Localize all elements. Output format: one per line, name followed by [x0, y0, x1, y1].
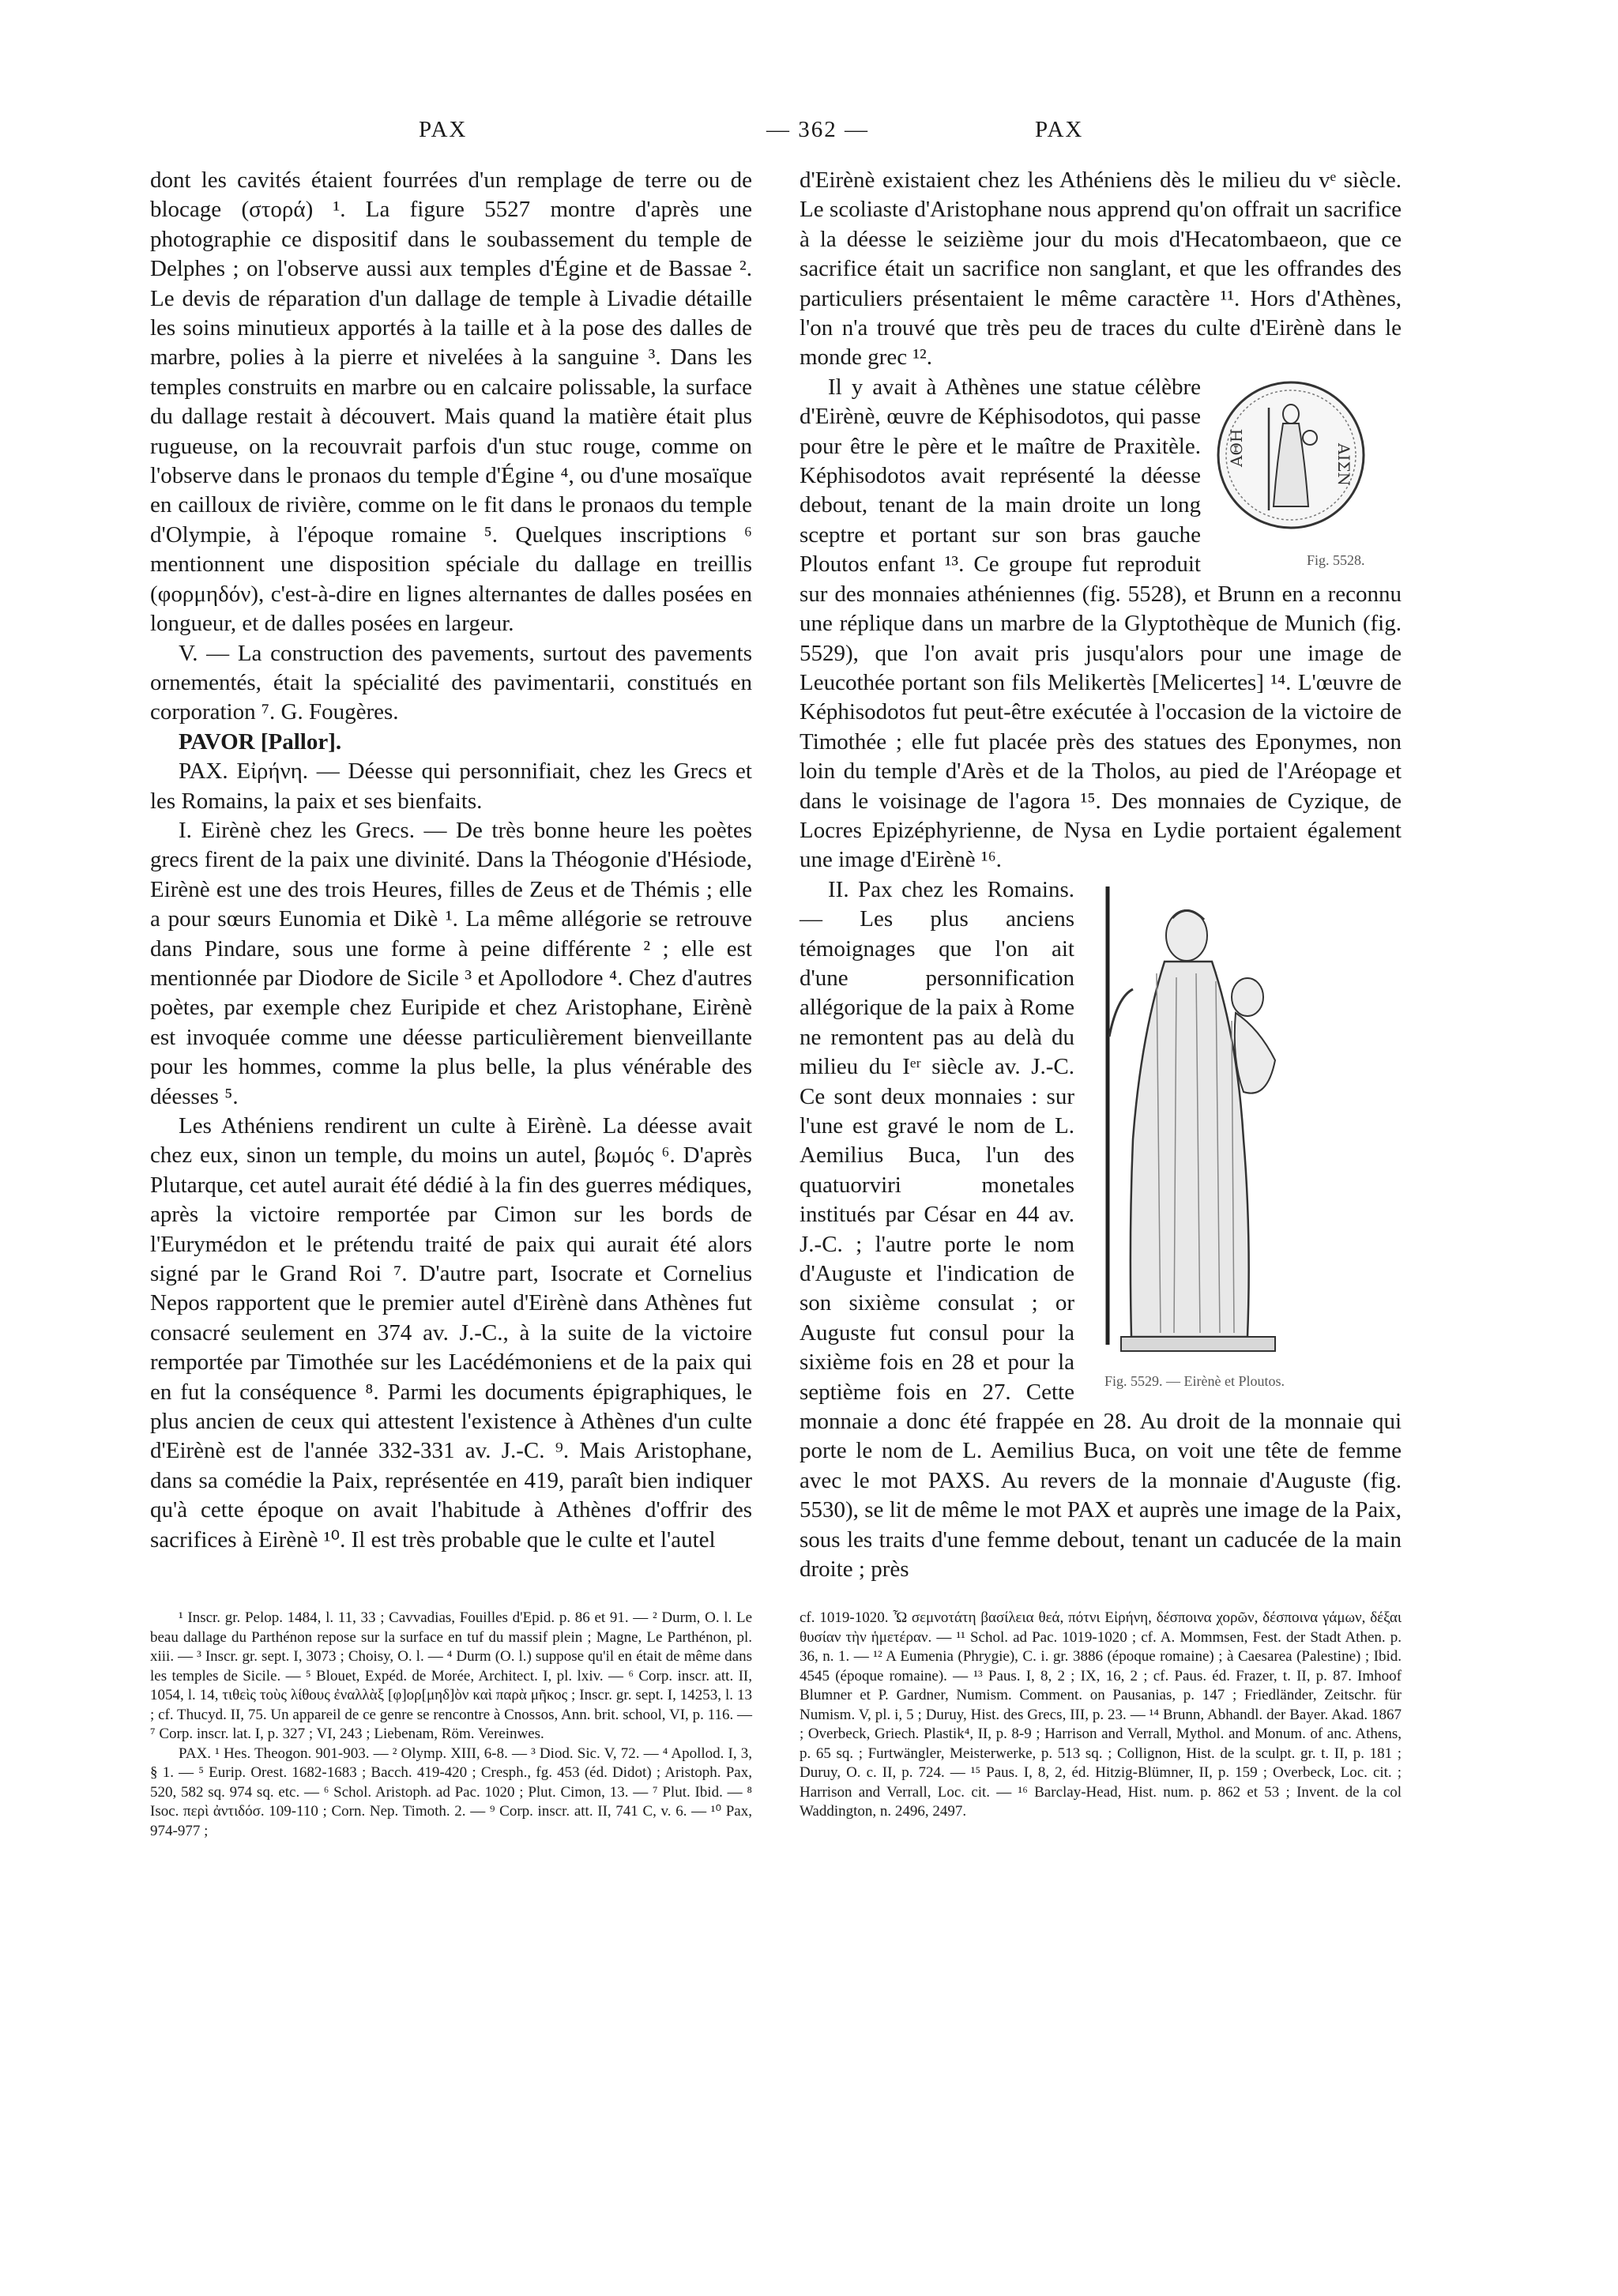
footnote-block: PAX. ¹ Hes. Theogon. 901-903. — ² Olymp. XIII, 6-8. — ³ Diod. Sic. V, 72. — ⁴ Apollod. I, 3, § 1. — ⁵ Eurip. Orest. 1682-1683 ; Bacch. 419-420 ; Cresph., fg. 453 (éd. Didot) ; Aristoph. Pax, 520, 582 sq. 974 sq. etc. — ⁶ Schol. Aristoph. ad Pac. 1020 ; Plut. Cimon, 13. — ⁷ Plut. Ibid. — ⁸ Isoc. περὶ ἀντιδόσ. 109-110 ; Corn. Nep. Timoth. 2. — ⁹ Corp. inscr. att. II, 741 C, v. 6. — ¹⁰ Pax, 974-977 ;	[150, 1745, 752, 1839]
footnotes-right	[800, 1609, 1402, 1822]
left-column	[150, 166, 752, 1555]
paragraph: V. — La construction des pavements, surtout des pavements ornementés, était la spécialité des pavimentarii, constitués en corporation ⁷. G. Fougères.	[150, 640, 752, 725]
footnote-block: ¹ Inscr. gr. Pelop. 1484, l. 11, 33 ; Cavvadias, Fouilles d'Epid. p. 86 et 91. — ² Durm, O. l. Le beau dallage du Parthénon repose sur la surface en tuf du massif plein ; Magne, Le Parthénon, pl. xiii. — ³ Inscr. gr. sept. I, 3073 ; Choisy, O. l. — ⁴ Durm (O. l.) suppose qu'il en était de même dans les temples de Sicile. — ⁵ Blouet, Expéd. de Morée, Architect. I, pl. lxiv. — ⁶ Corp. inscr. att. II, 1054, l. 14, τιθεὶς τοὺς λίθους ἐναλλὰξ [φ]ορ[μηδ]ὸν καὶ παρὰ μῆκος ; Inscr. gr. sept. I, 14253, l. 13 ; cf. Thucyd. II, 75. Un appareil de ce genre se rencontre à Cnossos, Ann. brit. school, VI, p. 116. — ⁷ Corp. inscr. lat. I, p. 327 ; VI, 243 ; Liebenam, Röm. Vereinwes.	[150, 1609, 752, 1742]
statue-figure	[1086, 879, 1402, 1392]
statue-image	[1086, 879, 1323, 1361]
footnote-block: cf. 1019-1020. Ὦ σεμνοτάτη βασίλεια θεά, πότνι Εἰρήνη, δέσποινα χορῶν, δέσποινα γάμων, δέξαι θυσίαν τὴν ἡμετέραν. — ¹¹ Schol. ad Pac. 1019-1020 ; cf. A. Mommsen, Fest. der Stadt Athen. p. 36, n. 1. — ¹² A Eumenia (Phrygie), C. i. gr. 3886 (époque romaine) ; à Caesarea (Palestine) ; Ibid. 4545 (époque romaine). — ¹³ Paus. I, 8, 2 ; IX, 16, 2 ; cf. Paus. éd. Frazer, t. II, p. 87. Imhoof Blumner et P. Gardner, Numism. Comment. on Pausanias, p. 147 ; Friedländer, Zeitschr. für Numism. V, pl. i, 5 ; Duruy, Hist. des Grecs, III, p. 23. — ¹⁴ Brunn, Abhandl. der Bayer. Akad. 1867 ; Overbeck, Griech. Plastik⁴, II, p. 8-9 ; Harrison and Verrall, Mythol. and Monum. of anc. Athens, p. 65 sq. ; Furtwängler, Meisterwerke, p. 513 sq. ; Collignon, Hist. de la sculpt. gr. t. II, p. 181 ; Duruy, O. c. II, p. 724. — ¹⁵ Paus. I, 8, 2, éd. Hitzig-Blümner, II, p. 159 ; Overbeck, Loc. cit. ; Harrison and Verrall, Loc. cit. — ¹⁶ Barclay-Head, Hist. num. p. 862 et 53 ; Invent. de la col Waddington, n. 2496, 2497.	[800, 1609, 1402, 1820]
right-column	[800, 166, 1402, 1585]
coin-figure	[1212, 376, 1402, 570]
paragraph: Les Athéniens rendirent un culte à Eirènè. La déesse avait chez eux, sinon un temple, du moins un autel, βωμός ⁶. D'après Plutarque, cet autel aurait été dédié à la fin des guerres médiques, après la victoire remportée par Cimon sur les bords de l'Eurymédon et le prétendu traité de paix qui aurait été alors signé par le Grand Roi ⁷. D'autre part, Isocrate et Cornelius Nepos rapportent que le premier autel d'Eirènè dans Athènes fut consacré seulement en 374 av. J.-C., à la suite de la victoire remportée par Timothée sur les Lacédémoniens et de la paix qui en fut la conséquence ⁸. Parmi les documents épigraphiques, le plus ancien de ceux qui attestent l'existence à Athènes d'un culte d'Eirènè est de l'année 332-331 av. J.-C. ⁹. Mais Aristophane, dans sa comédie la Paix, représentée en 419, paraît bien indiquer qu'à cette époque on avait l'habitude à Athènes d'offrir des sacrifices à Eirènè ¹⁰. Il est très probable que le culte et l'autel	[150, 1113, 752, 1553]
coin-image	[1212, 376, 1370, 534]
paragraph: I. Eirènè chez les Grecs. — De très bonne heure les poètes grecs firent de la paix une divinité. Dans la Théogonie d'Hésiode, Eirènè est une des trois Heures, filles de Zeus et de Thémis ; elle a pour sœurs Eunomia et Dikè ¹. La même allégorie se retrouve dans Pindare, sous une forme à peine différente ² ; elle est mentionnée par Diodore de Sicile ³ et Apollodore ⁴. Chez d'autres poètes, par exemple chez Euripide et chez Aristophane, Eirènè est invoquée comme une déesse particulièrement bienveillante pour les hommes, comme la plus belle, la plus vénérable des déesses ⁵.	[150, 817, 752, 1109]
entry-heading-pax: PAX. Εἰρήνη. — Déesse qui personnifiait, chez les Grecs et les Romains, la paix et ses bienfaits.	[150, 758, 752, 814]
paragraph: dont les cavités étaient fourrées d'un remplage de terre ou de blocage (στορά) ¹. La figure 5527 montre d'après une photographie ce dispositif dans le soubassement du temple de Delphes ; on l'observe aussi aux temples d'Égine et de Bassae ². Le devis de réparation d'un dallage de temple à Livadie détaille les soins minutieux apportés à la taille et à la pose des dalles de marbre, polies à la pierre et nivelées à la sanguine ³. Dans les temples construits en marbre ou en calcaire polissable, la surface du dallage restait à découvert. Mais quand la matière était plus rugueuse, on la recouvrait parfois d'un stuc rouge, comme on l'observe dans le pronaos du temple d'Égine ⁴, ou d'une mosaïque en cailloux de rivière, comme on le fit dans le pronaos du temple d'Olympie, à l'époque romaine ⁵. Quelques inscriptions ⁶ mentionnent une disposition spéciale du dallage en treillis (φορμηδόν), c'est-à-dire en lignes alternantes de dalles posées en longueur, et de dalles posées en largeur.	[150, 167, 752, 637]
footnotes-left	[150, 1609, 752, 1841]
header-right: PAX	[1035, 117, 1084, 142]
header-left: PAX	[419, 117, 468, 142]
running-header	[150, 117, 1454, 156]
coin-legend-right: ΑΙΣΝ	[1334, 442, 1353, 486]
paragraph: II. Pax chez les Romains. — Les plus anciens témoignages que l'on ait d'une personnification allégorique de la paix à Rome ne remontent pas au delà du milieu du Iᵉʳ siècle av. J.-C. Ce sont deux monnaies : sur l'une est gravé le nom de L. Aemilius Buca, l'un des quatuorviri monetales institués par César en 44 av. J.-C. ; l'autre porte le nom d'Auguste et l'indication de son sixième consulat ; or Auguste fut consul pour la sixième fois en 28 et pour la septième fois en 27. Cette monnaie a donc été frappée en 28. Au droit de la monnaie qui porte le nom de L. Aemilius Buca, on voit une tête de femme avec le mot PAXS. Au revers de la monnaie d'Auguste (fig. 5530), se lit de même le mot PAX et auprès une image de la Paix, sous les traits d'une femme debout, tenant un caducée de la main droite ; près	[800, 876, 1402, 1583]
coin-legend-left: ΑΘΗ	[1227, 428, 1246, 467]
statue-caption: Fig. 5529. — Eirènè et Ploutos.	[1104, 1372, 1285, 1389]
paragraph: d'Eirènè existaient chez les Athéniens dès le milieu du vᵉ siècle. Le scoliaste d'Aristophane nous apprend qu'on offrait un sacrifice à la déesse le seizième jour du mois d'Hecatombaeon, que ce sacrifice était un sacrifice non sanglant, et que les offrandes des particuliers présentaient le même caractère ¹¹. Hors d'Athènes, l'on n'a trouvé que très peu de traces du culte d'Eirènè dans le monde grec ¹².	[800, 167, 1402, 371]
page-number: — 362 —	[766, 117, 869, 142]
entry-heading-pavor: PAVOR [Pallor].	[179, 728, 342, 755]
paragraph: Il y avait à Athènes une statue célèbre d'Eirènè, œuvre de Képhisodotos, qui passe pour être le père et le maître de Praxitèle. Képhisodotos avait représenté la déesse debout, tenant de la main droite un long sceptre et portant sur son bras gauche Ploutos enfant ¹³. Ce groupe fut reproduit sur des monnaies athéniennes (fig. 5528), et Brunn en a reconnu une réplique dans un marbre de la Glyptothèque de Munich (fig. 5529), que l'on avait pris jusqu'alors pour une image de Leucothée portant son fils Melikertès [Melicertes] ¹⁴. L'œuvre de Képhisodotos fut peut-être exécutée à l'occasion de la victoire de Timothée ; elle fut placée près des statues des Eponymes, non loin du temple d'Arès et de la Tholos, au pied de l'Aréopage et dans le voisinage de l'agora ¹⁵. Des monnaies de Cyzique, de Locres Epizéphyrienne, de Nysa en Lydie portaient également une image d'Eirènè ¹⁶.	[800, 374, 1402, 873]
coin-caption: Fig. 5528.	[1307, 551, 1365, 568]
